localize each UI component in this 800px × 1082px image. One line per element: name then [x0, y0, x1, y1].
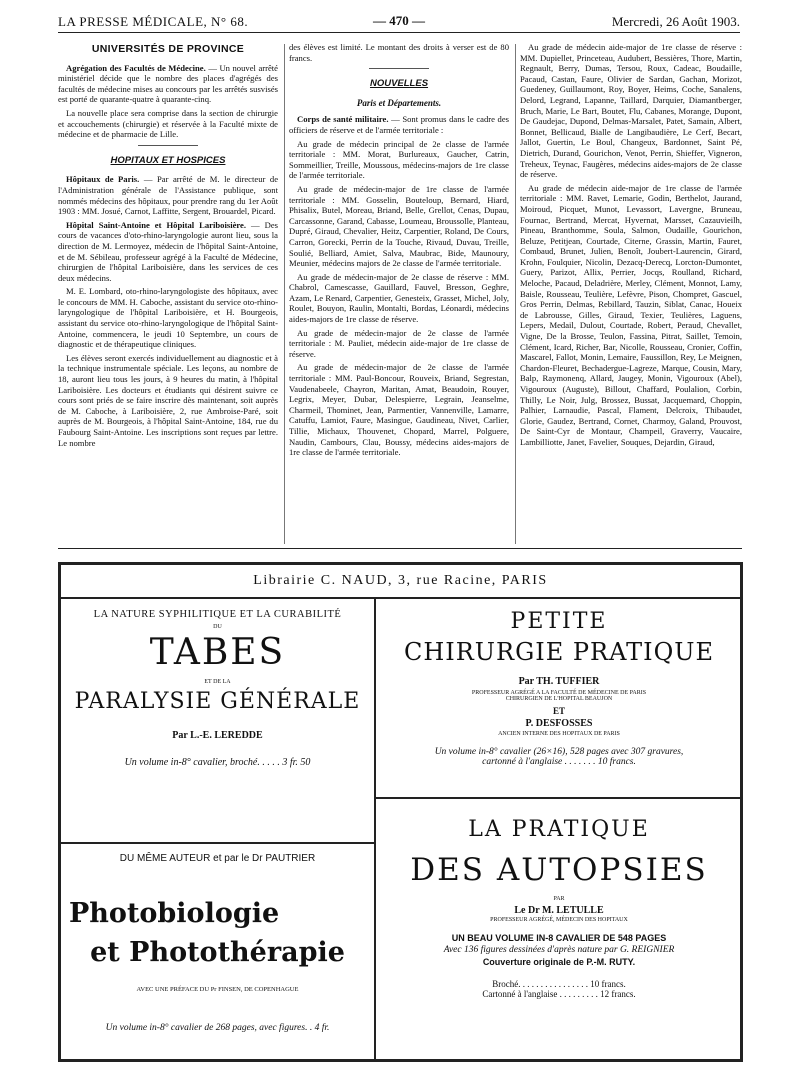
- page-header: [58, 10, 740, 33]
- paragraph: Au grade de médecin principal de 2e classe de l'armée territoriale : MM. Morat, Burlureaux, Gaucher, Catrin, Sommeillier, Treille, Moussous, médecins-majors de 1re classe de l'armée territoriale.: [289, 138, 509, 181]
- ad-line: DU MÊME AUTEUR et par le Dr PAUTRIER: [119, 853, 316, 864]
- paragraph-text: — Sont promus dans le cadre des officiers de réserve et de l'armée territoriale :: [289, 114, 510, 135]
- column-rule: [515, 44, 516, 544]
- ad-line: DU: [213, 624, 222, 630]
- paragraph: La nouvelle place sera comprise dans la section de chirurgie et accouchements (chirurgie) et réservée à la Faculté mixte de médecine et de pharmacie de Lille.: [58, 107, 278, 140]
- column-1: [58, 42, 278, 542]
- paragraph-text: — Un nouvel arrêté ministériel décide que le nombre des places d'agrégés des facultés de médecine mises au concours par les arrêtés susvisés est porté de quarante-quatre à quarante-cinq.: [58, 62, 278, 105]
- ad-title: PETITE: [510, 609, 608, 634]
- ad-price: Un volume in-8° cavalier de 268 pages, avec figures. . 4 fr.: [105, 1023, 330, 1033]
- ad-title: et Photothérapie: [90, 937, 345, 968]
- ad-divider: [376, 797, 740, 799]
- divider: [369, 68, 429, 69]
- ad-title: TABES: [149, 632, 286, 673]
- paragraph-lead: Hôpitaux de Paris.: [66, 174, 140, 185]
- publisher-banner: Librairie C. NAUD, 3, rue Racine, PARIS: [61, 565, 740, 599]
- divider: [138, 145, 198, 146]
- ad-line: PAR: [553, 896, 565, 902]
- paragraph: M. E. Lombard, oto-rhino-laryngologiste des hôpitaux, avec le concours de MM. H. Caboche, assistant du service oto-rhino-laryngologique de l'hôpital Lariboisière, et H. Bourgeois, assistant du service oto-rhino-laryngologique de l'hôpital Saint-Antoine, commencera, le jeudi 10 Septembre, un cours de diagnostic et de thérapeutique cliniques.: [58, 286, 278, 350]
- paragraph: Au grade de médecin aide-major de 1re classe de l'armée territoriale : MM. Ravet, Lemarie, Godin, Berthelot, Jaurand, Moiroud, Picquet, Munot, Levassort, Lavergne, Bruneau, Fournac, Bertrand, Mercat, Hyvernat, Marsset, Cazauvieilh, Pineau, Branthomme, Soula, Salmon, Oudaille, Gourichon, Beluze, Petitjean, Courtade, Citerne, Grassin, Martin, Fauret, Combaud, Brunet, Julien, Benoît, Joubert-Laurencin, Girard, Krohn, Foulquier, Nicolin, Dezacq-Derecq, Lorcton-Dumontet, Guery, Parizot, Allix, Perrier, Jocqs, Roulland, Richard, Meloche, Pacaud, Deladrière, Merley, Clément, Monnot, Lamy, Baisle, Rousseau, Teulière, Lefèvre, Pison, Chompret, Gascuel, Gros Perrin, Delmas, Rebillard, Tauzin, Siblat, Canac, Houeix de Labrousse, Gilles, Giraud, Texier, Teulières, Laguens, Lepers, Medail, Dulout, Courtade, Robert, Peraud, Chevallet, Vigne, De la Brosse, Teulon, Fassina, Pitrat, Saillet, Temoin, Clément, Icard, Richer, Bar, Nicolle, Rousseau, Cronier, Coffin, Mascarel, Fallot, Monin, Lemaire, Faussillon, Rey, Le Meignen, Chardon-Fleuret, Bechadergue-Lagreze, Marque, Cousin, Mary, Balp, Raymonenq, Allard, Jaugey, Monin, Vigouroux (Abel), Vigouroux (Auguste), Billout, Chaffard, Poulalion, Corbin, Thilly, Le Noir, Julg, Brossez, Bussat, Jacquemard, Choppin, Palhier, Larnaudie, Pascal, Flament, Delcroix, Thibaudet, Glorie, Gaudez, Bertrand, Cornet, Charmoy, Galand, Prouvost, De Saint-Cyr de Montaur, Champeil, Graverry, Vaucaire, Lambilliotte, Janet, Favelier, Souques, Dejardin, Giraud,: [520, 182, 742, 447]
- ad-tabes: [65, 609, 370, 768]
- ad-line: ET: [552, 706, 565, 716]
- issue-date: Mercredi, 26 Août 1903.: [611, 14, 740, 29]
- paragraph-lead: Hôpital Saint-Antoine et Hôpital Lariboisière.: [66, 219, 247, 230]
- ad-line: ANCIEN INTERNE DES HOPITAUX DE PARIS: [498, 731, 620, 737]
- ad-line: ET DE LA: [204, 679, 231, 685]
- ad-photobiologie: [65, 853, 370, 1033]
- paragraph-lead: Corps de santé militaire.: [297, 114, 389, 125]
- advertisement: [58, 562, 743, 1062]
- paragraph: [58, 63, 278, 105]
- column-2: [289, 42, 509, 542]
- page-number: — 470 —: [373, 13, 425, 28]
- ad-line: PROFESSEUR AGRÉGÉ, MÉDECIN DES HOPITAUX: [490, 917, 628, 923]
- column-3: [520, 42, 742, 542]
- ad-author: Par L.-E. LEREDDE: [172, 730, 263, 741]
- ad-author: Le Dr M. LETULLE: [514, 905, 604, 916]
- paragraph-text: — Par arrêté de M. le directeur de l'Administration générale de l'Assistance publique, sont nommés médecins des hôpitaux, pour prendre rang du 1er Août 1903 : MM. Josué, Carnot, Laffitte, Sergent, Brouardel, Picard.: [58, 174, 279, 217]
- ad-line: PROFESSEUR AGRÉGÉ A LA FACULTÉ DE MÉDECINE DE PARIS: [471, 690, 647, 696]
- ad-price: Cartonné à l'anglaise . . . . . . . . . 12 francs.: [482, 989, 636, 999]
- ad-price: Broché. . . . . . . . . . . . . . . . 10 francs.: [492, 979, 626, 989]
- ad-divider: [374, 599, 376, 1059]
- paragraph: Les élèves seront exercés individuellement au diagnostic et à la technique instrumentale spéciale. Les leçons, au nombre de 18, auront lieu tous les jours, à 9 heures du matin, à l'hôpital Lariboisière. Les docteurs et étudiants qui désirent suivre ce cours sont priés de se faire inscrire dès maintenant, soit auprès de M. Caboche, à Lariboisière, 2, rue Ambroise-Paré, soit auprès de M. Bourgeois, à l'hôpital Saint-Antoine, 184, rue du Faubourg Saint-Antoine. Les inscriptions sont reçues par lettre. Le nombre: [58, 352, 278, 448]
- ad-line: CHIRURGIEN DE L'HOPITAL BEAUJON: [505, 696, 613, 702]
- paragraph: Au grade de médecin-major de 2e classe de l'armée territoriale : M. Pauliet, médecin aide-major de 1re classe de réserve.: [289, 327, 509, 359]
- ad-price: Un volume in-8° cavalier (26×16), 528 pages avec 307 gravures,: [434, 747, 684, 757]
- paragraph: Au grade de médecin-major de 2e classe de l'armée territoriale : MM. Paul-Boncour, Rouveix, Briand, Segrestan, Vaudenabeele, Chayron, Maritan, Amat, Beaudoin, Rouyer, Legrix, Meyer, Dubar, Delespierre, Legrain, Jeanselme, Charmeil, Thominet, Jean, Parmentier, Vannenville, Lamarre, Catuffu, Lamiot, Faure, Masingue, Gaudineau, Nivet, Carlier, Tillie, Michaux, Thouvenet, Chopard, Marrel, Polguere, Naudin, Cambours, Clau, Boussy, médecins aides-majors de 1re classe de l'armée territoriale.: [289, 362, 509, 458]
- paragraph: Au grade de médecin aide-major de 1re classe de réserve : MM. Dupiellet, Princeteau, Audubert, Bessières, Thore, Martin, Regnault, Berry, Dumas, Tersou, Roux, Cadeac, Boudaille, Pacaud, Castan, Faure, Olivier de Sardan, Gachan, Morizot, Guedeney, Guillaumont, Roy, Boyer, Heims, Coche, Sanalens, Delord, Legrand, Lapanne, Taillard, Darquier, Diamantberger, Bruch, Marie, Le Bart, Boutet, Flu, Cabanes, Morange, Dupont, De Gaudejac, Dupond, Delmas-Marsalet, Patet, Samain, Albert, Bonnet, Bellicaud, Bialle de Langibaudière, Le Cerf, Becart, Jallot, Guertin, Le Boul, Changeux, Bardonnet, Saint Pé, Dietrich, Durand, Gourichon, Venot, Perrin, Shieffer, Vigneron, Treheux, Teynac, Faugères, médecins aides-majors de 2e classe de réserve.: [520, 42, 742, 180]
- ad-line: Avec 136 figures dessinées d'après nature par G. REIGNIER: [443, 945, 675, 955]
- ad-title: LA PRATIQUE: [468, 817, 650, 842]
- ad-title: DES AUTOPSIES: [410, 852, 708, 888]
- paragraph: Au grade de médecin-major de 1re classe de l'armée territoriale : MM. Gosselin, Bouteloup, Bernard, Hiard, Phisalix, Butel, Moreau, Briand, Belle, Grellot, Cenas, Dupau, Carcassonne, Garand, Cabasse, Loumeau, Broussolle, Planteau, Dupré, Giraud, Chevalier, Heitz, Carpentier, Roland, De Cours, Carron, Gorecki, Perrin de la Touche, Rivaud, Duvau, Treille, Soulié, Belliard, Amiet, Salva, Maubrac, Bide, Maunoury, Meunier, médecins majors de 2e classe de l'armée territoriale.: [289, 183, 509, 269]
- section-title-nouvelles: NOUVELLES: [369, 78, 429, 90]
- ad-chirurgie: [379, 609, 739, 767]
- ad-line: AVEC UNE PRÉFACE DU Pr FINSEN, DE COPENHAGUE: [136, 986, 299, 993]
- ad-line: LA NATURE SYPHILITIQUE ET LA CURABILITÉ: [93, 609, 342, 620]
- ad-author: P. DESFOSSES: [525, 718, 593, 729]
- paragraph: des élèves est limité. Le montant des droits à verser est de 80 francs.: [289, 42, 509, 63]
- ad-title: Photobiologie: [69, 898, 280, 929]
- journal-issue: LA PRESSE MÉDICALE, N° 68.: [58, 14, 249, 29]
- section-title-hopitaux: HOPITAUX ET HOSPICES: [110, 154, 226, 166]
- paragraph: [289, 114, 509, 135]
- ad-author: Par TH. TUFFIER: [518, 676, 600, 687]
- paragraph-lead: Agrégation des Facultés de Médecine.: [66, 62, 206, 73]
- paragraph: [58, 220, 278, 284]
- ad-price: cartonné à l'anglaise . . . . . . . 10 francs.: [482, 757, 636, 767]
- ad-divider: [61, 842, 374, 844]
- subsection-title: Paris et Départements.: [356, 97, 442, 108]
- ad-line: UN BEAU VOLUME IN-8 CAVALIER DE 548 PAGES: [451, 933, 667, 943]
- section-title-universites: UNIVERSITÉS DE PROVINCE: [91, 43, 245, 55]
- ad-autopsies: [379, 809, 739, 999]
- paragraph: Au grade de médecin-major de 2e classe de réserve : MM. Chabrol, Camescasse, Gauillard, Fauvel, Bresson, Geghre, Azam, Le Renard, Carpentier, Genesteix, Grasset, Michel, Joly, Roulet, Bouyon, Raulin, Montalti, Bordas, Léonardi, médecins aides-majors de 1re classe de réserve.: [289, 271, 509, 325]
- paragraph-text: — Des cours de vacances d'oto-rhino-laryngologie auront lieu, sous la direction de M. Lermoyez, médecin de l'hôpital Saint-Antoine, et de M. Sébileau, professeur agrégé à la Faculté de Médecine, chirurgien de l'hôpital Lariboisière, dans les services de ces deux médecins.: [58, 219, 278, 283]
- ad-price: Un volume in-8° cavalier, broché. . . . . 3 fr. 50: [124, 757, 311, 768]
- ad-title: CHIRURGIE PRATIQUE: [403, 638, 715, 666]
- ad-title: PARALYSIE GÉNÉRALE: [74, 689, 361, 714]
- column-rule: [284, 44, 285, 544]
- ad-line: Couverture originale de P.-M. RUTY.: [482, 957, 636, 967]
- paragraph: [58, 174, 278, 216]
- divider: [58, 548, 742, 549]
